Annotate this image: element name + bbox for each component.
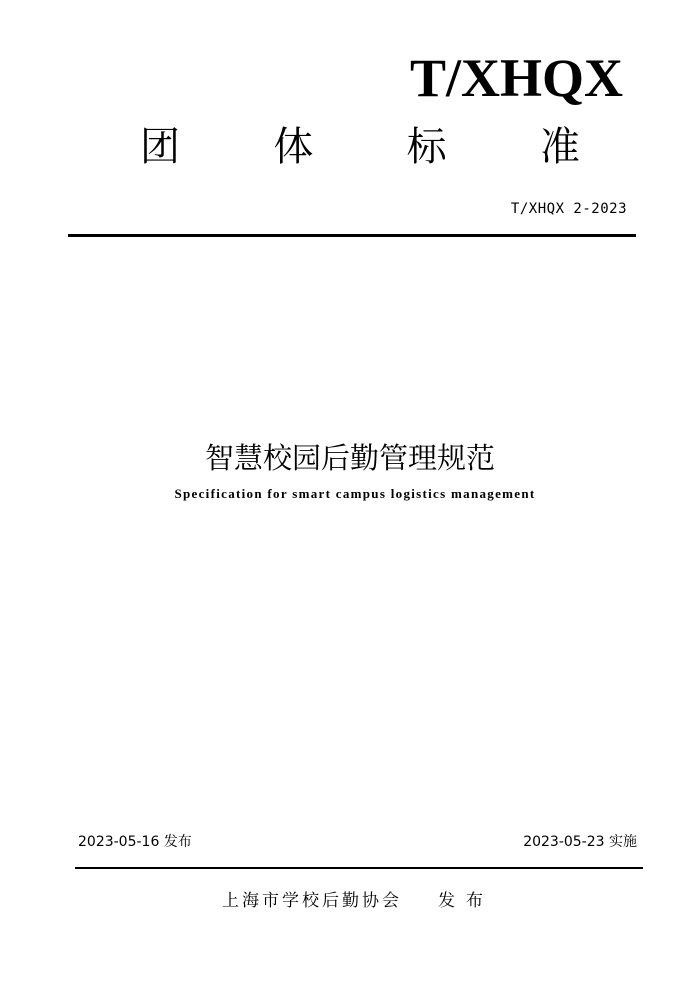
- standard-type-char: 体: [273, 124, 314, 170]
- document-title-english: Specification for smart campus logistics management: [174, 486, 536, 501]
- standard-type-char: 准: [539, 124, 580, 170]
- standard-type-char: 标: [406, 124, 447, 170]
- bottom-divider: [75, 867, 643, 869]
- standard-number: T/XHQX 2-2023: [510, 201, 627, 217]
- standard-type: [140, 120, 580, 174]
- standard-code-large: T/XHQX: [409, 48, 623, 108]
- top-divider: [68, 234, 636, 237]
- publisher-name: 上海市学校后勤协会: [222, 891, 402, 911]
- issue-date: 2023-05-16 发布: [78, 834, 192, 850]
- publish-label: 发布: [438, 891, 494, 911]
- document-title-chinese: 智慧校园后勤管理规范: [204, 441, 495, 475]
- standard-type-char: 团: [140, 124, 180, 170]
- implementation-date: 2023-05-23 实施: [523, 834, 637, 850]
